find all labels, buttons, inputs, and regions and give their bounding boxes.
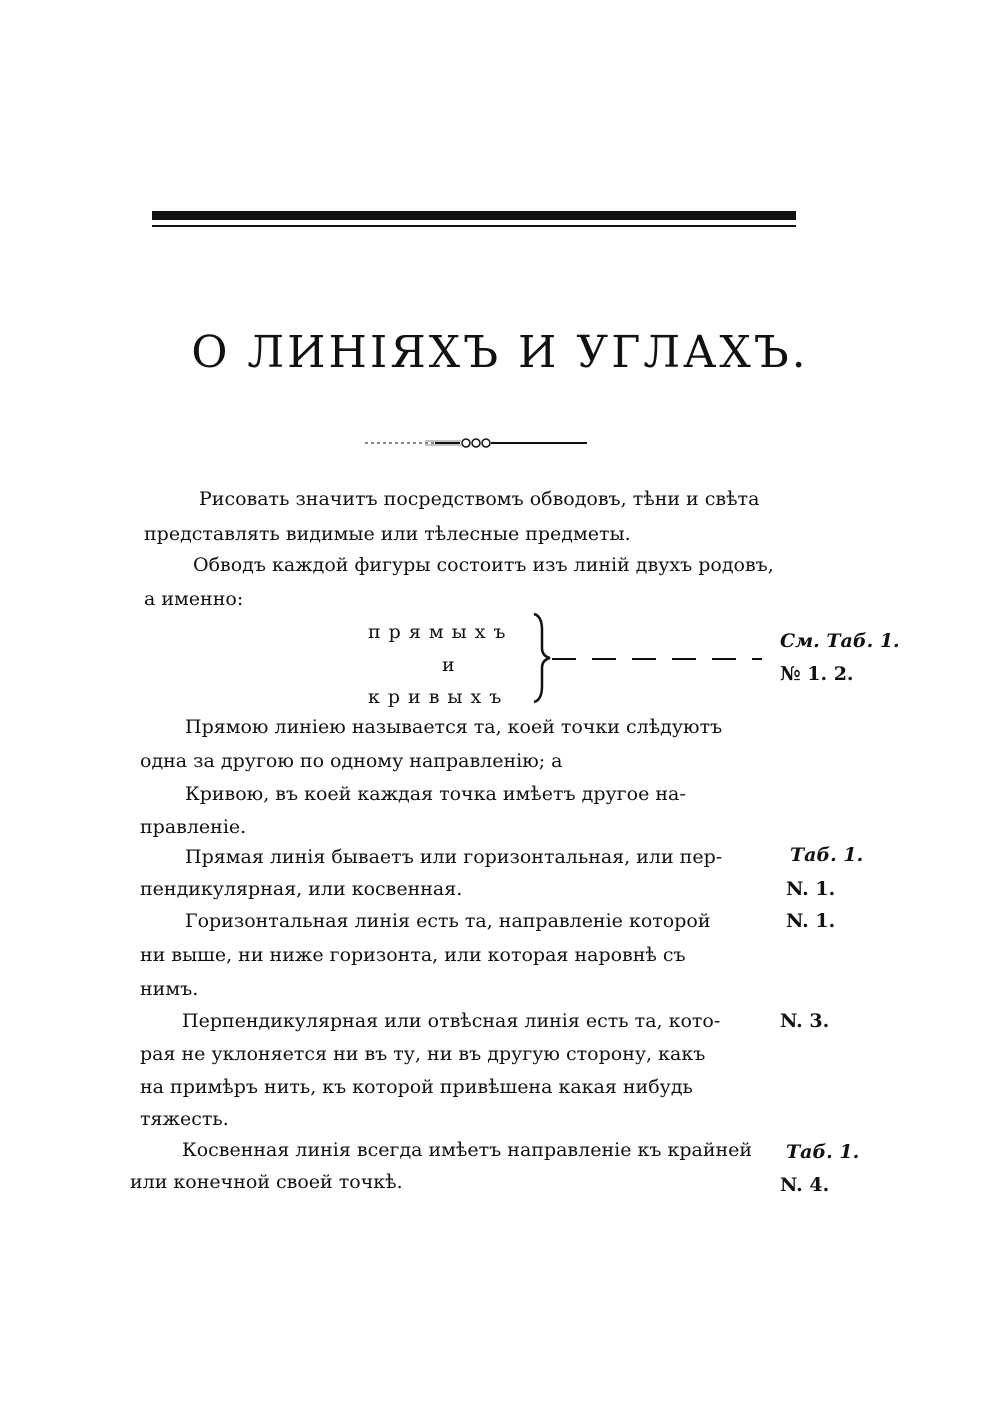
text-line: Косвенная линія всегда имѣетъ направленіе къ крайней	[182, 1139, 753, 1161]
text-line: Обводъ каждой фигуры состоитъ изъ линій двухъ родовъ,	[193, 554, 774, 576]
text-line: представлять видимые или тѣлесные предметы.	[144, 523, 631, 545]
ornament-divider	[365, 432, 587, 454]
text-line: тяжесть.	[140, 1108, 229, 1130]
text-line: рая не уклоняется ни въ ту, ни въ другую сторону, какъ	[140, 1043, 706, 1065]
dashed-connector	[552, 656, 762, 662]
text-line: или конечной своей точкѣ.	[130, 1171, 403, 1193]
text-line: правленіе.	[140, 816, 247, 838]
margin-note: Таб. 1.	[790, 844, 864, 866]
header-rule-thick	[152, 211, 796, 220]
text-line: пендикулярная, или косвенная.	[140, 878, 463, 900]
text-line: на примѣръ нить, къ которой привѣшена какая нибудь	[140, 1076, 693, 1098]
page-title: О ЛИНІЯХЪ И УГЛАХЪ.	[191, 327, 809, 378]
margin-note: Таб. 1.	[786, 1141, 860, 1163]
text-line: а именно:	[144, 588, 244, 610]
margin-note: № 1. 2.	[780, 663, 854, 685]
margin-note: См. Таб. 1.	[780, 630, 900, 652]
text-line: Прямою линіею называется та, коей точки слѣдуютъ	[185, 716, 723, 738]
text-line: нимъ.	[140, 978, 199, 1000]
margin-note: N. 4.	[780, 1174, 830, 1196]
text-line: ни выше, ни ниже горизонта, или которая наровнѣ съ	[140, 944, 686, 966]
text-line: Прямая линія бываетъ или горизонтальная, или пер-	[185, 846, 723, 868]
text-line: одна за другою по одному направленію; а	[140, 750, 563, 772]
text-line: Перпендикулярная или отвѣсная линія есть та, кото-	[182, 1010, 721, 1032]
margin-note: N. 3.	[780, 1010, 830, 1032]
list-item-straight: прямыхъ	[368, 621, 514, 643]
text-line: Кривою, въ коей каждая точка имѣетъ другое на-	[185, 783, 686, 805]
margin-note: N. 1.	[786, 878, 836, 900]
margin-note: N. 1.	[786, 910, 836, 932]
header-rule-thin	[152, 225, 796, 227]
list-item-and: и	[442, 654, 455, 676]
text-line: Рисовать значитъ посредствомъ обводовъ, тѣни и свѣта	[199, 488, 760, 510]
text-line: Горизонтальная линія есть та, направленіе которой	[185, 910, 711, 932]
list-item-curved: кривыхъ	[368, 686, 510, 708]
